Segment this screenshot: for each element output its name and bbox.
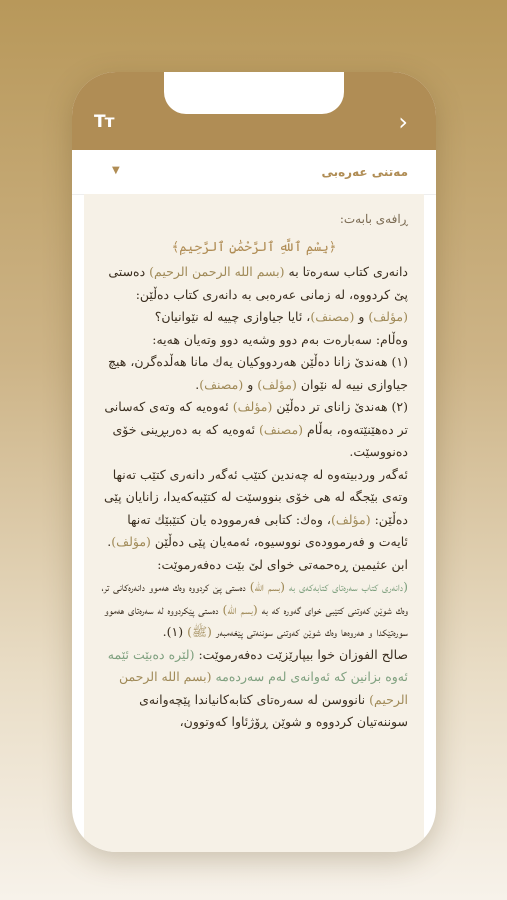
phone-frame <box>72 72 436 852</box>
section-label: ڕافەی بابەت: <box>339 212 408 226</box>
paragraph-3: (١) هەندێ زانا دەڵێن هەردووكیان یەك مانا هەڵدەگرن، هیچ جیاوازی نییە لە نێوان (مؤلف) و (مصنف). <box>107 354 408 392</box>
paragraph-2: وەڵام: سەبارەت بەم دوو وشەیە دوو وتەیان هەیە: <box>152 331 408 347</box>
language-label: مەتنی عەرەبی <box>321 165 408 179</box>
paragraph-7: (دانەری كتاب سەرەتای كتابەكەی بە (بسم الله) دەستی پێ كردووە وەك هەموو دانەرەكانی تر، وەك شوێن كەوتنی كتێبی خوای گەورە كە بە (بسم الله) دەستی پێكردووە لە سەرەتای هەموو سورەتێكدا و هەروەها وەك شوێن كەوتنی سوننەتی پێغەمبەر (ﷺ) (١). <box>101 579 408 639</box>
paragraph-5: ئەگەر وردبیتەوە لە چەندین كتێب ئەگەر دانەری كتێب تەنها وتەی بێجگە لە هی خۆی بنووسێت لە كتێبەكەیدا، زانایان پێی دەڵێن: (مؤلف)، وەك: كتابی فەرموودە یان كتێبێك تەنها ئایەت و فەرموودەی نووسیوە، ئەمەیان پێی دەڵێن (مؤلف). <box>103 466 408 549</box>
paragraph-6: ابن عثیمین ڕەحمەتی خوای لێ بێت دەفەرموێت: <box>157 556 408 572</box>
paragraph-4: (٢) هەندێ زانای تر دەڵێن (مؤلف) ئەوەیە كە وتەی كەسانی تر دەهێنێتەوە، بەڵام (مصنف) ئەوەیە كە بە دەربڕینی خۆی دەنووسێت. <box>104 399 408 459</box>
content-panel[interactable] <box>84 194 424 852</box>
article-text <box>84 194 424 734</box>
basmala: ﴿بِسْمِ ٱللَّهِ ٱلرَّحْمَٰنِ ٱلرَّحِيمِ﴾ <box>171 239 337 255</box>
language-selector[interactable] <box>72 150 436 195</box>
chevron-right-icon[interactable]: › <box>398 108 408 136</box>
phone-notch <box>164 72 344 114</box>
caret-down-icon[interactable]: ▼ <box>112 165 120 176</box>
paragraph-1: دانەری كتاب سەرەتا بە (بسم الله الرحمن الرحيم) دەستی پێ كردووە، لە زمانی عەرەبی بە دانەری كتاب دەڵێن: (مؤلف) و (مصنف)، ئایا جیاوازی چییە لە نێوانیان؟ <box>108 264 408 324</box>
font-size-icon[interactable]: Tт <box>94 112 114 132</box>
paragraph-8: صالح الفوزان خوا بیپارێزێت دەفەرموێت: (لێرە دەبێت ئێمە ئەوە بزانین كە ئەوانەی لەم سەردەمە (بسم الله الرحمن الرحيم) نانووسن لە سەرەتای كتابەكانیاندا پێچەوانەی سوننەتیان كردووە و شوێن ڕۆژئاوا كەوتوون، <box>107 646 408 729</box>
